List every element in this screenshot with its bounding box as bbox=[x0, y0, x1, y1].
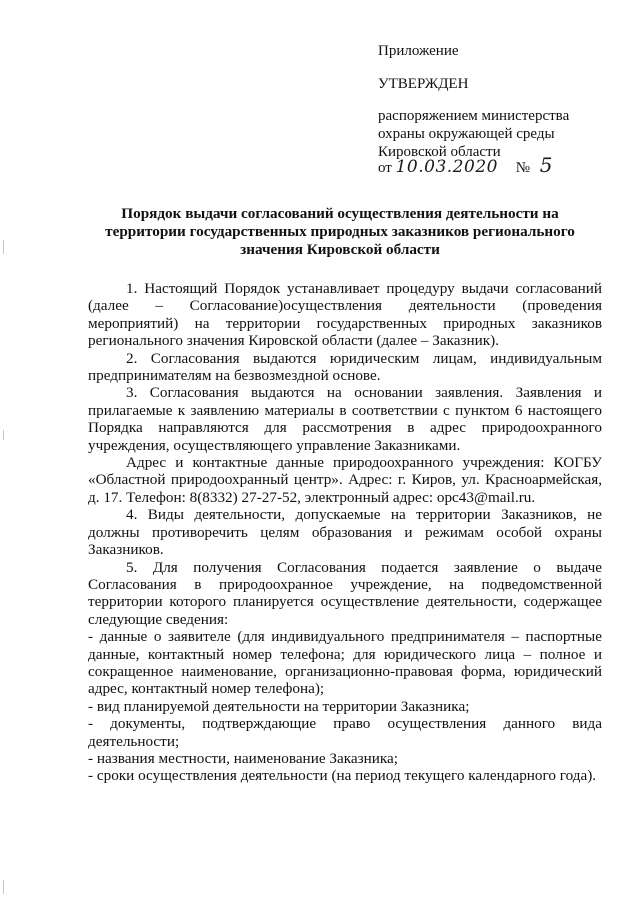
date-prefix: от bbox=[378, 160, 392, 176]
scan-edge-mark bbox=[3, 880, 4, 894]
paragraph-5: 5. Для получения Согласования подается заявление о выдаче Согласования в природоохранное учреждение, на подведомственной территории которого планируется осуществление деятельности, содержащее следующие сведения: bbox=[88, 558, 602, 628]
approved-label: УТВЕРЖДЕН bbox=[378, 76, 469, 92]
scan-edge-mark bbox=[3, 430, 4, 440]
list-item: - данные о заявителе (для индивидуального предпринимателя – паспортные данные, контактный номер телефона; для юридического лица – полное и сокращенное наименование, организационно-правовая форма, юридический адрес, контактный номер телефона); bbox=[88, 628, 602, 698]
appendix-label: Приложение bbox=[378, 43, 459, 59]
handwritten-number: 5 bbox=[539, 153, 553, 177]
list-item: - сроки осуществления деятельности (на период текущего календарного года). bbox=[88, 767, 597, 785]
title-line-3: значения Кировской области bbox=[240, 241, 440, 258]
handwritten-date: 10.03.2020 bbox=[395, 157, 498, 177]
title-line-1: Порядок выдачи согласований осуществления деятельности на bbox=[121, 205, 559, 222]
document-title bbox=[100, 205, 580, 259]
paragraph-address: Адрес и контактные данные природоохранного учреждения: КОГБУ «Областной природоохранный центр». Адрес: г. Киров, ул. Красноармейская, д. 17. Телефон: 8(8332) 27-27-52, электронный адрес: opc43@mail.ru. bbox=[88, 454, 602, 506]
date-number-line bbox=[378, 153, 553, 178]
list-item: - названия местности, наименование Заказника; bbox=[88, 749, 398, 767]
order-line-1: распоряжением министерства bbox=[378, 108, 570, 124]
document-body bbox=[88, 280, 602, 785]
paragraph-2: 2. Согласования выдаются юридическим лицам, индивидуальным предпринимателям на безвозмездной основе. bbox=[88, 349, 602, 385]
title-line-2: территории государственных природных заказников регионального bbox=[105, 223, 575, 240]
scan-edge-mark bbox=[3, 240, 4, 254]
order-line-2: охраны окружающей среды bbox=[378, 126, 555, 142]
paragraph-3: 3. Согласования выдаются на основании заявления. Заявления и прилагаемые к заявлению материалы в соответствии с пунктом 6 настоящего Порядка направляются для рассмотрения в адрес природоохранного учреждения, осуществляющего управление Заказниками. bbox=[88, 384, 602, 454]
paragraph-1: 1. Настоящий Порядок устанавливает процедуру выдачи согласований (далее – Согласование)осуществления деятельности (проведения мероприятий) на территории государственных природных заказников регионального значения Кировской области (далее – Заказник). bbox=[88, 280, 602, 350]
list-item: - документы, подтверждающие право осуществления данного вида деятельности; bbox=[88, 715, 602, 750]
paragraph-4: 4. Виды деятельности, допускаемые на территории Заказников, не должны противоречить целям образования и режимам особой охраны Заказников. bbox=[88, 506, 602, 559]
order-line-3: Кировской области bbox=[378, 144, 501, 160]
list-item: - вид планируемой деятельности на территории Заказника; bbox=[88, 697, 470, 715]
number-label: № bbox=[515, 160, 531, 176]
